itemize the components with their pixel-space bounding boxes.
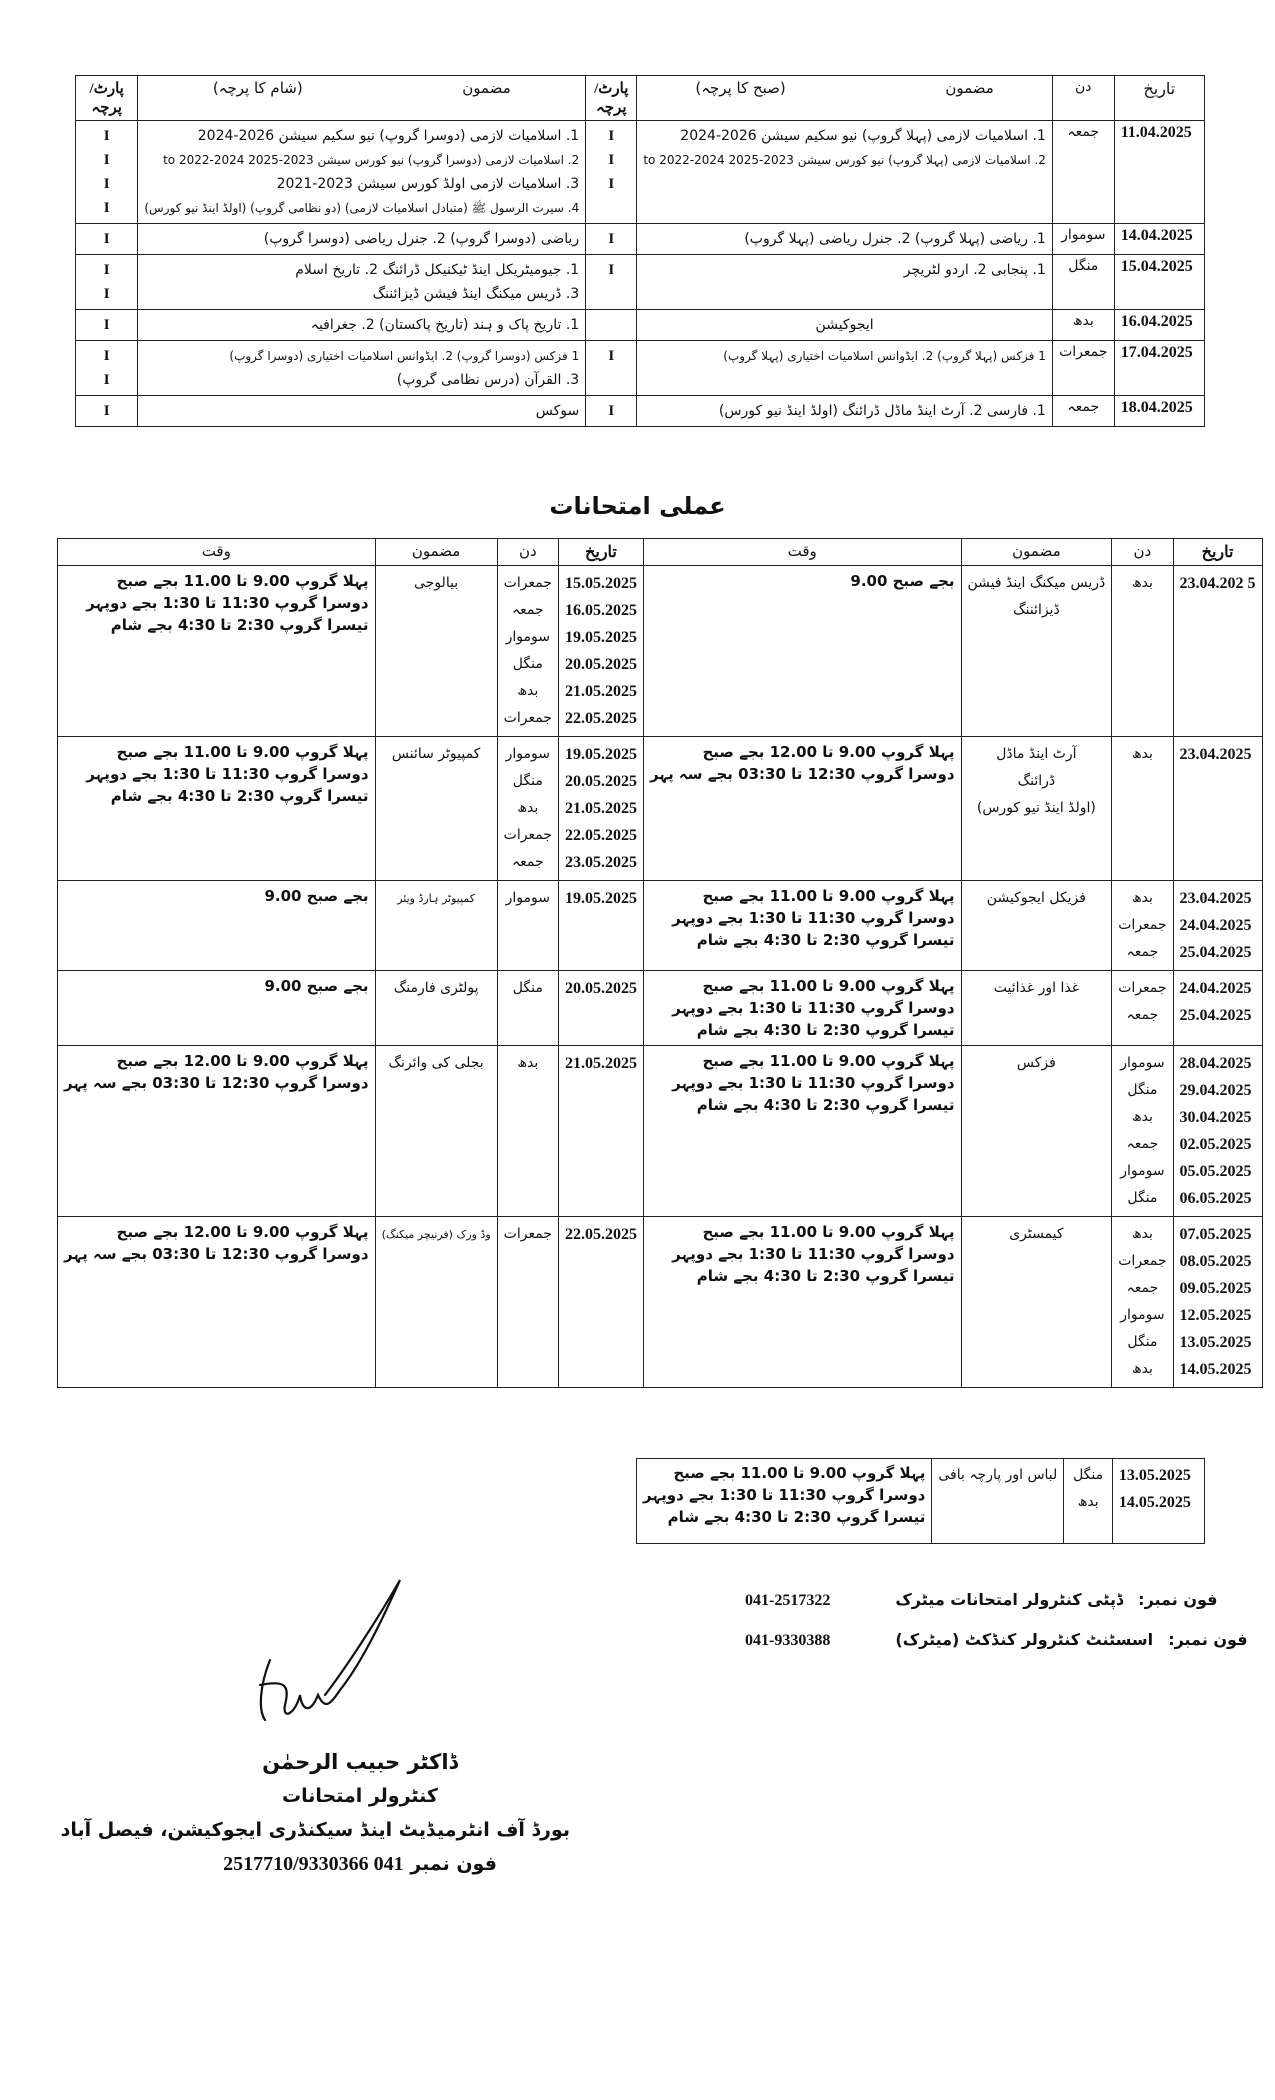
morning-parts bbox=[586, 121, 637, 224]
part-value: I bbox=[103, 348, 110, 364]
theory-body bbox=[76, 121, 1205, 427]
time-line: پہلا گروپ 9.00 تا 11.00 بجے صبح bbox=[116, 743, 369, 761]
morning-subject: 1 فزکس (پہلا گروپ) 2. ایڈوانس اسلامیات اختیاری (پہلا گروپ) bbox=[723, 349, 1046, 363]
right-subject bbox=[961, 971, 1112, 1046]
left-time bbox=[58, 881, 376, 971]
date-line: 21.05.2025 bbox=[564, 1055, 637, 1072]
time-line: تیسرا گروپ 2:30 تا 4:30 بجے شام bbox=[696, 931, 955, 949]
time-line: پہلا گروپ 9.00 تا 11.00 بجے صبح bbox=[702, 977, 955, 995]
day-line: سوموار bbox=[1120, 1055, 1165, 1071]
morning-subject: 1. فارسی 2. آرٹ اینڈ ماڈل ڈرائنگ (اولڈ اینڈ نیو کورس) bbox=[718, 403, 1046, 419]
date-line: 05.05.2025 bbox=[1179, 1163, 1252, 1180]
theory-date: 14.04.2025 bbox=[1114, 224, 1204, 255]
day-line: سوموار bbox=[1120, 1307, 1165, 1323]
header-subject2: مضمون bbox=[462, 79, 511, 97]
date-line: 24.04.2025 bbox=[1179, 917, 1252, 934]
day-line: سوموار bbox=[505, 746, 550, 762]
subject-line: فزکس bbox=[1016, 1055, 1056, 1071]
header-evening bbox=[138, 76, 586, 121]
day-line: بدھ bbox=[1131, 1226, 1153, 1242]
left-days bbox=[497, 1217, 558, 1388]
time-line: دوسرا گروپ 11:30 تا 1:30 بجے دوپہر bbox=[86, 765, 369, 783]
header-date-right: تاریخ bbox=[1173, 539, 1262, 566]
right-subject bbox=[961, 737, 1112, 881]
left-time bbox=[58, 971, 376, 1046]
right-days bbox=[1112, 566, 1173, 737]
right-dates bbox=[1173, 971, 1262, 1046]
subject-line: غذا اور غذائیت bbox=[993, 980, 1080, 996]
morning-subjects bbox=[637, 255, 1053, 310]
header-subject-right: مضمون bbox=[961, 539, 1112, 566]
evening-subjects bbox=[138, 121, 586, 224]
header-subject-left: مضمون bbox=[375, 539, 497, 566]
contact-1-title: ڈپٹی کنٹرولر امتحانات میٹرک bbox=[895, 1590, 1124, 1609]
subject-line: (اولڈ اینڈ نیو کورس) bbox=[976, 800, 1096, 816]
practical-row bbox=[58, 566, 1263, 737]
time-line: تیسرا گروپ 2:30 تا 4:30 بجے شام bbox=[110, 616, 369, 634]
signatory-board: بورڈ آف انٹرمیڈیٹ اینڈ سیکنڈری ایجوکیشن، فیصل آباد bbox=[60, 1819, 570, 1841]
evening-subject: 1 فزکس (دوسرا گروپ) 2. ایڈوانس اسلامیات اختیاری (دوسرا گروپ) bbox=[229, 349, 580, 363]
time-line: پہلا گروپ 9.00 تا 12.00 بجے صبح bbox=[116, 1052, 369, 1070]
date-line: 28.04.2025 bbox=[1179, 1055, 1252, 1072]
morning-parts bbox=[586, 396, 637, 427]
theory-date: 11.04.2025 bbox=[1114, 121, 1204, 224]
right-time bbox=[643, 1217, 961, 1388]
evening-subject: سوکس bbox=[535, 403, 580, 419]
date-line: 29.04.2025 bbox=[1179, 1082, 1252, 1099]
time-line: پہلا گروپ 9.00 تا 11.00 بجے صبح bbox=[673, 1464, 926, 1482]
practical-row bbox=[58, 737, 1263, 881]
right-time bbox=[643, 971, 961, 1046]
date-line: 14.05.2025 bbox=[1179, 1361, 1252, 1378]
part-value: I bbox=[608, 348, 615, 364]
part-value: I bbox=[103, 286, 110, 302]
day-line: سوموار bbox=[1120, 1163, 1165, 1179]
subject-line: کمپیوٹر سائنس bbox=[391, 746, 481, 762]
time-line: 9.00 بجے صبح bbox=[264, 887, 369, 905]
left-time bbox=[58, 1046, 376, 1217]
subject-line: کمپیوٹر ہارڈ ویئر bbox=[397, 892, 476, 905]
subject-line: بیالوجی bbox=[414, 575, 459, 591]
header-time-left: وقت bbox=[58, 539, 376, 566]
practical-extra-table bbox=[636, 1458, 1205, 1544]
evening-subjects bbox=[138, 341, 586, 396]
contact-2-phone: 041-9330388 bbox=[745, 1632, 831, 1649]
evening-subject: 1. جیومیٹریکل اینڈ ٹیکنیکل ڈرائنگ 2. تاریخ اسلام bbox=[295, 262, 580, 278]
time-line: تیسرا گروپ 2:30 تا 4:30 بجے شام bbox=[696, 1096, 955, 1114]
left-dates bbox=[558, 881, 643, 971]
time-line: دوسرا گروپ 11:30 تا 1:30 بجے دوپہر bbox=[672, 999, 955, 1017]
day-line: جمعرات bbox=[503, 575, 552, 591]
date-line: 24.04.2025 bbox=[1179, 980, 1252, 997]
right-time bbox=[643, 881, 961, 971]
right-days bbox=[1112, 737, 1173, 881]
date-line: 12.05.2025 bbox=[1179, 1307, 1252, 1324]
day-line: جمعہ bbox=[1126, 1007, 1159, 1023]
day-line: منگل bbox=[1073, 1467, 1104, 1483]
part-value: I bbox=[103, 176, 110, 192]
theory-row bbox=[76, 121, 1205, 224]
contact-2-title: اسسٹنٹ کنٹرولر کنڈکٹ (میٹرک) bbox=[895, 1630, 1154, 1649]
evening-subject: 1. تاریخ پاک و ہند (تاریخ پاکستان) 2. جغرافیہ bbox=[310, 317, 580, 333]
part-value: I bbox=[608, 231, 615, 247]
time-line: تیسرا گروپ 2:30 تا 4:30 بجے شام bbox=[667, 1508, 926, 1526]
date-line: 25.04.2025 bbox=[1179, 944, 1252, 961]
signatory-name: ڈاکٹر حبیب الرحمٰن bbox=[262, 1750, 458, 1774]
theory-date: 17.04.2025 bbox=[1114, 341, 1204, 396]
day-line: جمعہ bbox=[1126, 1280, 1159, 1296]
day-line: بدھ bbox=[1131, 746, 1153, 762]
header-day: دن bbox=[1052, 76, 1114, 121]
time-line: دوسرا گروپ 12:30 تا 03:30 بجے سہ پہر bbox=[64, 1074, 369, 1092]
evening-subjects bbox=[138, 255, 586, 310]
right-dates bbox=[1173, 1217, 1262, 1388]
header-date: تاریخ bbox=[1114, 76, 1204, 121]
header-part-morning: پارٹ/پرچہ bbox=[586, 76, 637, 121]
right-days bbox=[1112, 1217, 1173, 1388]
time-line: تیسرا گروپ 2:30 تا 4:30 بجے شام bbox=[110, 787, 369, 805]
evening-parts bbox=[76, 121, 138, 224]
contact-1-phone: 041-2517322 bbox=[745, 1592, 831, 1609]
right-dates bbox=[1173, 1046, 1262, 1217]
left-days bbox=[497, 881, 558, 971]
day-line: بدھ bbox=[1131, 890, 1153, 906]
day-line: جمعرات bbox=[503, 710, 552, 726]
subject-line: فزیکل ایجوکیشن bbox=[986, 890, 1086, 906]
left-time bbox=[58, 1217, 376, 1388]
contact-row-1 bbox=[745, 1590, 1218, 1610]
part-value: I bbox=[608, 176, 615, 192]
right-subject bbox=[961, 566, 1112, 737]
practical-row bbox=[58, 1046, 1263, 1217]
practical-row bbox=[58, 971, 1263, 1046]
right-days bbox=[1112, 881, 1173, 971]
right-days bbox=[1112, 1046, 1173, 1217]
right-days bbox=[1112, 971, 1173, 1046]
theory-day: سوموار bbox=[1052, 224, 1114, 255]
theory-day: بدھ bbox=[1052, 310, 1114, 341]
part-value: I bbox=[608, 403, 615, 419]
day-line: بدھ bbox=[1077, 1494, 1099, 1510]
evening-parts bbox=[76, 255, 138, 310]
left-time bbox=[58, 566, 376, 737]
time-line: پہلا گروپ 9.00 تا 11.00 بجے صبح bbox=[702, 1223, 955, 1241]
theory-row bbox=[76, 224, 1205, 255]
right-dates bbox=[1173, 566, 1262, 737]
right-time bbox=[643, 566, 961, 737]
date-line: 21.05.2025 bbox=[564, 800, 637, 817]
part-value: I bbox=[103, 200, 110, 216]
day-line: بدھ bbox=[1131, 1361, 1153, 1377]
date-line: 30.04.2025 bbox=[1179, 1109, 1252, 1126]
contact-1-phone-label: فون نمبر: bbox=[1138, 1590, 1218, 1609]
date-line: 23.04.2025 bbox=[1179, 890, 1252, 907]
day-line: جمعہ bbox=[1126, 1136, 1159, 1152]
day-line: منگل bbox=[512, 656, 543, 672]
practical-row bbox=[58, 1217, 1263, 1388]
evening-subject: 1. اسلامیات لازمی (دوسرا گروپ) نیو سکیم سیشن 2026-2024 bbox=[197, 128, 580, 144]
evening-parts bbox=[76, 310, 138, 341]
date-line: 22.05.2025 bbox=[564, 827, 637, 844]
theory-date: 18.04.2025 bbox=[1114, 396, 1204, 427]
evening-subject: 4. سیرت الرسول ﷺ (متبادل اسلامیات لازمی) (دو نظامی گروپ) (اولڈ اینڈ نیو کورس) bbox=[144, 201, 580, 215]
part-value: I bbox=[103, 403, 110, 419]
part-value: I bbox=[103, 231, 110, 247]
evening-parts bbox=[76, 341, 138, 396]
header-morning bbox=[637, 76, 1053, 121]
date-line: 22.05.2025 bbox=[564, 1226, 637, 1243]
signature-image bbox=[230, 1545, 450, 1735]
date-line: 19.05.2025 bbox=[564, 746, 637, 763]
practical-schedule-table bbox=[57, 538, 1263, 1388]
left-subject bbox=[375, 1046, 497, 1217]
extra-subject bbox=[932, 1459, 1064, 1544]
day-line: جمعہ bbox=[511, 854, 544, 870]
day-line: سوموار bbox=[505, 890, 550, 906]
date-line: 21.05.2025 bbox=[564, 683, 637, 700]
time-line: پہلا گروپ 9.00 تا 11.00 بجے صبح bbox=[702, 887, 955, 905]
subject-line: آرٹ اینڈ ماڈل bbox=[996, 746, 1077, 762]
date-line: 20.05.2025 bbox=[564, 656, 637, 673]
signatory-block bbox=[60, 1745, 570, 1881]
theory-date: 16.04.2025 bbox=[1114, 310, 1204, 341]
signatory-phone-label: فون نمبر bbox=[410, 1853, 497, 1875]
right-dates bbox=[1173, 881, 1262, 971]
time-line: دوسرا گروپ 12:30 تا 03:30 بجے سہ پہر bbox=[64, 1245, 369, 1263]
part-value: I bbox=[608, 128, 615, 144]
time-line: پہلا گروپ 9.00 تا 11.00 بجے صبح bbox=[116, 572, 369, 590]
left-subject bbox=[375, 566, 497, 737]
subject-line: لباس اور پارچہ بافی bbox=[938, 1467, 1058, 1483]
subject-line: وڈ ورک (فرنیچر میکنگ) bbox=[381, 1228, 491, 1241]
left-subject bbox=[375, 737, 497, 881]
date-line: 13.05.2025 bbox=[1118, 1467, 1191, 1484]
evening-subject: 3. اسلامیات لازمی اولڈ کورس سیشن 2023-2021 bbox=[276, 176, 580, 192]
time-line: پہلا گروپ 9.00 تا 11.00 بجے صبح bbox=[702, 1052, 955, 1070]
practical-title: عملی امتحانات bbox=[549, 492, 726, 520]
subject-line: بجلی کی وائرنگ bbox=[388, 1055, 484, 1071]
part-value: I bbox=[103, 317, 110, 333]
date-line: 23.05.2025 bbox=[564, 854, 637, 871]
right-time bbox=[643, 737, 961, 881]
part-value: I bbox=[103, 152, 110, 168]
day-line: منگل bbox=[1127, 1190, 1158, 1206]
right-subject bbox=[961, 1046, 1112, 1217]
morning-subjects bbox=[637, 396, 1053, 427]
theory-row bbox=[76, 255, 1205, 310]
date-line: 06.05.2025 bbox=[1179, 1190, 1252, 1207]
part-value: I bbox=[103, 262, 110, 278]
date-line: 23.04.202 5 bbox=[1179, 575, 1256, 592]
day-line: جمعرات bbox=[503, 1226, 552, 1242]
day-line: بدھ bbox=[517, 1055, 539, 1071]
date-line: 07.05.2025 bbox=[1179, 1226, 1252, 1243]
date-line: 19.05.2025 bbox=[564, 890, 637, 907]
time-line: تیسرا گروپ 2:30 تا 4:30 بجے شام bbox=[696, 1021, 955, 1039]
practical-header-row bbox=[58, 539, 1263, 566]
left-subject bbox=[375, 881, 497, 971]
left-dates bbox=[558, 971, 643, 1046]
evening-subjects bbox=[138, 396, 586, 427]
signatory-phone: 041 2517710/9330366 bbox=[223, 1853, 404, 1875]
header-day-left: دن bbox=[497, 539, 558, 566]
part-value: I bbox=[608, 262, 615, 278]
time-line: پہلا گروپ 9.00 تا 12.00 بجے صبح bbox=[116, 1223, 369, 1241]
date-line: 20.05.2025 bbox=[564, 980, 637, 997]
signatory-phone-line bbox=[150, 1847, 570, 1881]
day-line: بدھ bbox=[1131, 1109, 1153, 1125]
header-part-evening: پارٹ/پرچہ bbox=[76, 76, 138, 121]
date-line: 02.05.2025 bbox=[1179, 1136, 1252, 1153]
date-line: 22.05.2025 bbox=[564, 710, 637, 727]
time-line: دوسرا گروپ 11:30 تا 1:30 بجے دوپہر bbox=[672, 1074, 955, 1092]
part-value: I bbox=[608, 152, 615, 168]
header-date-left: تاریخ bbox=[558, 539, 643, 566]
contact-row-2 bbox=[745, 1630, 1248, 1650]
day-line: جمعرات bbox=[1118, 1253, 1167, 1269]
day-line: جمعرات bbox=[1118, 917, 1167, 933]
signatory-designation: کنٹرولر امتحانات bbox=[282, 1785, 438, 1807]
date-line: 09.05.2025 bbox=[1179, 1280, 1252, 1297]
day-line: بدھ bbox=[1131, 575, 1153, 591]
date-line: 25.04.2025 bbox=[1179, 1007, 1252, 1024]
extra-time bbox=[637, 1459, 932, 1544]
time-line: تیسرا گروپ 2:30 تا 4:30 بجے شام bbox=[696, 1267, 955, 1285]
time-line: دوسرا گروپ 11:30 تا 1:30 بجے دوپہر bbox=[672, 909, 955, 927]
morning-subject: 1. ریاضی (پہلا گروپ) 2. جنرل ریاضی (پہلا گروپ) bbox=[744, 231, 1046, 247]
day-line: جمعہ bbox=[1126, 944, 1159, 960]
theory-header-row bbox=[76, 76, 1205, 121]
evening-subject: 3. ڈریس میکنگ اینڈ فیشن ڈیزائننگ bbox=[372, 286, 580, 302]
date-line: 13.05.2025 bbox=[1179, 1334, 1252, 1351]
day-line: منگل bbox=[512, 773, 543, 789]
day-line: جمعہ bbox=[511, 602, 544, 618]
evening-subjects bbox=[138, 310, 586, 341]
theory-day: جمعرات bbox=[1052, 341, 1114, 396]
morning-subject: 1. پنجابی 2. اردو لٹریچر bbox=[903, 262, 1046, 278]
theory-row bbox=[76, 310, 1205, 341]
evening-subject: 2. اسلامیات لازمی (دوسرا گروپ) نیو کورس سیشن 2023-2025 to 2022-2024 bbox=[163, 153, 580, 167]
day-line: منگل bbox=[1127, 1334, 1158, 1350]
time-line: دوسرا گروپ 11:30 تا 1:30 بجے دوپہر bbox=[672, 1245, 955, 1263]
practical-body bbox=[58, 566, 1263, 1388]
theory-date: 15.04.2025 bbox=[1114, 255, 1204, 310]
day-line: سوموار bbox=[505, 629, 550, 645]
subject-line: ڈرائنگ bbox=[1017, 773, 1056, 789]
theory-row bbox=[76, 341, 1205, 396]
morning-parts bbox=[586, 255, 637, 310]
left-time bbox=[58, 737, 376, 881]
evening-parts bbox=[76, 224, 138, 255]
header-evening-paper: (شام کا پرچہ) bbox=[212, 79, 303, 97]
morning-subjects bbox=[637, 341, 1053, 396]
time-line: دوسرا گروپ 11:30 تا 1:30 بجے دوپہر bbox=[643, 1486, 926, 1504]
theory-schedule-table bbox=[75, 75, 1205, 427]
header-day-right: دن bbox=[1112, 539, 1173, 566]
left-days bbox=[497, 1046, 558, 1217]
left-dates bbox=[558, 566, 643, 737]
morning-parts bbox=[586, 341, 637, 396]
part-value: I bbox=[103, 128, 110, 144]
day-line: منگل bbox=[512, 980, 543, 996]
header-subject: مضمون bbox=[945, 79, 994, 97]
left-days bbox=[497, 737, 558, 881]
morning-subject: ایجوکیشن bbox=[815, 317, 874, 333]
time-line: دوسرا گروپ 12:30 تا 03:30 بجے سہ پہر bbox=[649, 765, 955, 783]
time-line: 9.00 بجے صبح bbox=[264, 977, 369, 995]
evening-subjects bbox=[138, 224, 586, 255]
date-line: 16.05.2025 bbox=[564, 602, 637, 619]
theory-day: جمعہ bbox=[1052, 121, 1114, 224]
contact-2-phone-label: فون نمبر: bbox=[1168, 1630, 1248, 1649]
date-line: 08.05.2025 bbox=[1179, 1253, 1252, 1270]
extra-dates bbox=[1112, 1459, 1204, 1544]
right-time bbox=[643, 1046, 961, 1217]
morning-subjects bbox=[637, 224, 1053, 255]
left-dates bbox=[558, 1046, 643, 1217]
left-subject bbox=[375, 971, 497, 1046]
subject-line: پولٹری فارمنگ bbox=[393, 980, 479, 996]
date-line: 19.05.2025 bbox=[564, 629, 637, 646]
left-subject bbox=[375, 1217, 497, 1388]
time-line: 9.00 بجے صبح bbox=[850, 572, 955, 590]
day-line: منگل bbox=[1127, 1082, 1158, 1098]
day-line: جمعرات bbox=[503, 827, 552, 843]
part-value: I bbox=[103, 372, 110, 388]
extra-row bbox=[637, 1459, 1205, 1544]
morning-subject: 2. اسلامیات لازمی (پہلا گروپ) نیو کورس سیشن 2023-2025 to 2022-2024 bbox=[643, 153, 1046, 167]
time-line: دوسرا گروپ 11:30 تا 1:30 بجے دوپہر bbox=[86, 594, 369, 612]
morning-parts bbox=[586, 310, 637, 341]
theory-day: جمعہ bbox=[1052, 396, 1114, 427]
day-line: جمعرات bbox=[1118, 980, 1167, 996]
morning-subject: 1. اسلامیات لازمی (پہلا گروپ) نیو سکیم سیشن 2026-2024 bbox=[680, 128, 1046, 144]
left-dates bbox=[558, 1217, 643, 1388]
evening-subject: ریاضی (دوسرا گروپ) 2. جنرل ریاضی (دوسرا گروپ) bbox=[263, 231, 580, 247]
day-line: بدھ bbox=[517, 683, 539, 699]
morning-parts bbox=[586, 224, 637, 255]
subject-line: کیمسٹری bbox=[1009, 1226, 1064, 1242]
right-subject bbox=[961, 1217, 1112, 1388]
date-line: 23.04.2025 bbox=[1179, 746, 1252, 763]
date-line: 20.05.2025 bbox=[564, 773, 637, 790]
date-line: 14.05.2025 bbox=[1118, 1494, 1191, 1511]
practical-row bbox=[58, 881, 1263, 971]
evening-parts bbox=[76, 396, 138, 427]
morning-subjects bbox=[637, 310, 1053, 341]
left-days bbox=[497, 566, 558, 737]
date-line: 15.05.2025 bbox=[564, 575, 637, 592]
left-days bbox=[497, 971, 558, 1046]
subject-line: ڈیزائننگ bbox=[1013, 602, 1060, 618]
evening-subject: 3. القرآن (درس نظامی گروپ) bbox=[396, 372, 580, 388]
theory-day: منگل bbox=[1052, 255, 1114, 310]
header-morning-paper: (صبح کا پرچہ) bbox=[695, 79, 786, 97]
header-time-right: وقت bbox=[643, 539, 961, 566]
subject-line: ڈریس میکنگ اینڈ فیشن bbox=[967, 575, 1106, 591]
extra-days bbox=[1064, 1459, 1113, 1544]
right-subject bbox=[961, 881, 1112, 971]
morning-subjects bbox=[637, 121, 1053, 224]
theory-row bbox=[76, 396, 1205, 427]
right-dates bbox=[1173, 737, 1262, 881]
day-line: بدھ bbox=[517, 800, 539, 816]
time-line: پہلا گروپ 9.00 تا 12.00 بجے صبح bbox=[702, 743, 955, 761]
left-dates bbox=[558, 737, 643, 881]
